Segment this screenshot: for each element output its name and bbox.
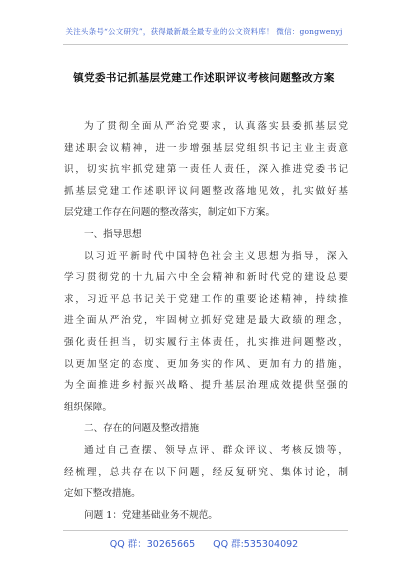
paragraph-line: 求，习近平总书记关于党建工作的重要论述精神，持续推 xyxy=(64,293,348,305)
paragraph-line: 抓基层党建工作述职评议问题整改落地见效，扎实做好基 xyxy=(64,185,348,197)
header-banner: 关注头条号“公文研究”，获得最新最全最专业的公文资料库！ 微信：gongwenyj xyxy=(65,27,343,36)
paragraph-line: 学习贯彻党的十九届六中全会精神和新时代党的建设总要 xyxy=(64,272,348,284)
paragraph-line: 定如下整改措施。 xyxy=(64,488,141,500)
paragraph-line: 经梳理，总共存在以下问题，经反复研究、集体讨论，制 xyxy=(64,466,348,478)
document-title: 镇党委书记抓基层党建工作述职评议考核问题整改方案 xyxy=(73,72,335,84)
paragraph-line: 组织保障。 xyxy=(64,401,112,413)
paragraph-line: 为了贯彻全面从严治党要求，认真落实县委抓基层党 xyxy=(84,121,348,132)
paragraph-line: 以习近平新时代中国特色社会主义思想为指导，深入 xyxy=(84,250,348,262)
paragraph-line: 为全面推进乡村振兴战略、提升基层治理成效提供坚强的 xyxy=(64,380,348,392)
document-body xyxy=(64,116,348,526)
paragraph-line: 层党建工作存在问题的整改落实，制定如下方案。 xyxy=(64,207,276,219)
section-heading: 二、存在的问题及整改措施 xyxy=(84,423,200,435)
problem-heading: 问题 1：党建基础业务不规范。 xyxy=(84,509,218,521)
footer-banner xyxy=(0,536,408,550)
paragraph-line: 以更加坚定的态度、更加务实的作风、更加有力的措施， xyxy=(64,358,348,370)
paragraph-line: 识，切实抗牢抓党建第一责任人责任，深入推进党委书记 xyxy=(64,164,348,176)
section-heading: 一、指导思想 xyxy=(84,228,142,240)
footer-qq-group-2: QQ 群:535304092 xyxy=(213,539,299,550)
header-divider xyxy=(63,44,348,45)
footer-divider xyxy=(63,530,348,531)
paragraph-line: 进全面从严治党，牢固树立抓好党建是最大政绩的理念， xyxy=(64,315,348,327)
paragraph-line: 建述职会议精神，进一步增强基层党组织书记主业主责意 xyxy=(64,142,348,154)
paragraph-line: 通过自己查摆、领导点评、群众评议、考核反馈等， xyxy=(84,444,348,456)
footer-qq-group-1: QQ 群：30265665 xyxy=(109,539,196,550)
paragraph-line: 强化责任担当，切实履行主体责任，扎实推进问题整改， xyxy=(64,336,348,348)
